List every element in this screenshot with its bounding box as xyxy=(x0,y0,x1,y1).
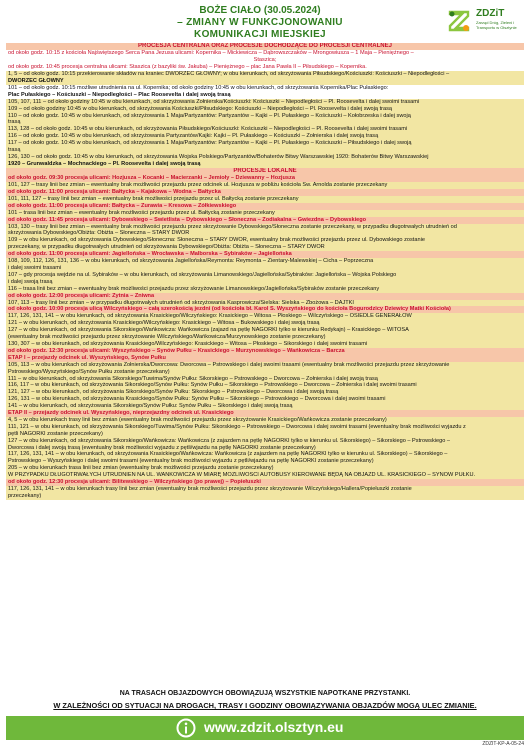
list-item: trasą xyxy=(6,147,524,154)
list-item: 111, 121 – w obu kierunkach, od skrzyżowania Sikorskiego/Tuwima/Synów Pułku: Sikorskiego – Pstrowskiego – Dworcowa i dalej swoimi trasami (ewentualny brak możliwości wyjazdu z xyxy=(6,424,524,431)
list-item: 205 – w obu kierunkach trasa linii bez zmian (ewentualny brak możliwości przejazdu zostanie przeczekany) xyxy=(6,465,524,472)
section-heading: ETAP II – przejazdy odcinek ul. Wyszyńskiego, nieprzejazdny odcinek ul. Krasickiego xyxy=(6,410,524,417)
list-item: Pstrowskiego – Wyszyńskiego i dalej swoimi trasami (ewentualny brak możliwości wyjazdu z pętli/wjazdu na pętlę NAGÓRKI zostanie przeczekany) xyxy=(6,458,524,465)
list-item: (ewentualny brak możliwości przejazdu przez skrzyżowanie Wilczyńskiego/Wańkowicza/Murzynowskiego zostanie przeczekany) xyxy=(6,334,524,341)
list-item: 111 – w obu kierunkach, od skrzyżowania Sikorskiego/Tuwima/Synów Pułku: Sikorskiego – Pstrowskiego – Dworcowa – Żołnierska i dalej swoją trasą xyxy=(6,376,524,383)
zdzit-logo xyxy=(446,6,524,40)
list-item: 126, 130 – od około godz. 10:45 w obu kierunkach, od skrzyżowania Wojska Polskiego/Partyzantów/Bohaterów Bitwy Warszawskiej 1920: Bohaterów Bitwy Warszawskiej xyxy=(6,154,524,161)
list-item: 1, 5 – od około godz. 10:15 przekierowanie składów na kraniec DWORZEC GŁÓWNY; w obu kierunkach, od skrzyżowania Piłsudskiego/Kościuszki: Kościuszki – Niepodległości – xyxy=(6,71,524,78)
list-item: 1920 – Grunwaldzka – Mochnackiego – Pl. Roosevelta i dalej swoją trasą xyxy=(6,161,524,168)
list-item: DWORZEC GŁÓWNY xyxy=(6,78,524,85)
list-item: 107, 113 – trasy linii bez zmian – w przypadku długotrwałych utrudnień od skrzyżowania Kasprowicza/Sielska: Sielska – Zbożowa – DAJTKI xyxy=(6,300,524,307)
list-item: 101, 111, 127 – trasy linii bez zmian – ewentualny brak możliwości przejazdu przez ul. Bałtycką zostanie przeczekany xyxy=(6,196,524,203)
section-heading: od około godz. 11:00 procesja ulicami: Bałtycka – Żurawia – Kresowa – Żółkiewskiego xyxy=(6,203,524,210)
list-item: 117, 126, 131, 141 – w obu kierunkach, od skrzyżowania Krasickiego/Wańkowicza: Wańkowicza (z zajazdem na pętlę NAGÓRKI tylko w kierunku ul. Sikorskiego) – Sikorskiego – xyxy=(6,451,524,458)
list-item: Dworcowa i dalej swoją trasą (ewentualny brak możliwości wyjazdu z pętli/wjazdu na pętlę NAGÓRKI zostanie przeczekany) xyxy=(6,445,524,452)
document-code: ZDZIT-KP-A-05-24 xyxy=(482,741,524,747)
title-line-1: BOŻE CIAŁO (30.05.2024) xyxy=(199,5,321,16)
website-link[interactable]: www.zdzit.olsztyn.eu xyxy=(204,719,344,735)
list-item: skrzyżowania Dybowskiego/Obiżta: Obiżta – Słoneczna – STARY DWÓR xyxy=(6,230,524,237)
list-item: 116, 117 – w obu kierunkach, od skrzyżowania Sikorskiego/Synów Pułku: Synów Pułku – Sikorskiego – Pstrowskiego – Dworcowa – Żołnierska i dalej swoimi trasami xyxy=(6,382,524,389)
list-item: 130, 307 – w obu kierunkach, od skrzyżowania Krasickiego/Wilczyńskiego: Krasickiego – Witosa – Płoskiego – Sikorskiego i dalej swoimi trasami xyxy=(6,341,524,348)
header xyxy=(0,0,530,40)
list-item: 107 – gdy procesja wejdzie na ul. Sybiraków – w obu kierunkach, od skrzyżowania Limanowskiego/Jagiellońska/Sybiraków: Jagiellońska – Wojska Polskiego xyxy=(6,272,524,279)
title-line-2: – ZMIANY W FUNKCJONOWANIU xyxy=(177,17,343,28)
list-item: 101 – trasa linii bez zmian – ewentualny brak możliwości przejazdu przez ul. Bałtycką zostanie przeczekany xyxy=(6,210,524,217)
section-heading: od około godz. 11:00 procesja ulicami: Bałtycka – Kajakowa – Wodna – Bałtycka xyxy=(6,189,524,196)
list-item: i dalej swoją trasą xyxy=(6,279,524,286)
list-item: 4, 5 – w obu kierunkach trasy linii bez zmian (ewentualny brak możliwości przejazdu przez skrzyżowanie Krasickiego/Wańkowicza zostanie przeczekany) xyxy=(6,417,524,424)
change-notice: W ZALEŻNOŚCI OD SYTUACJI NA DROGACH, TRASY I GODZINY OBOWIĄZYWANIA OBJAZDÓW MOGĄ ULEC ZMIANIE. xyxy=(53,701,477,710)
list-item: Plac Pułaskiego – Kościuszki – Niepodległości – Plac Roosevelta i dalej swoją trasą xyxy=(8,91,231,98)
list-item: 113, 128 – od około godz. 10:45 w obu kierunkach, od skrzyżowania Piłsudskiego/Kościuszki: Kościuszki – Niepodległości – Pl. Roosevelta i dalej swoimi trasami xyxy=(6,126,524,133)
list-item: 103, 130 – trasy linii bez zmian – ewentualny brak możliwości przejazdu przez skrzyżowanie Dybowskiego/Słoneczna zostanie przeczekany, w przypadku długotrwałych utrudnień od xyxy=(6,224,524,231)
section-heading: PROCESJA CENTRALNA ORAZ PROCESJE DOCHODZĄCE DO PROCESJI CENTRALNEJ xyxy=(6,43,524,50)
section-heading: od około godz. 10:00 procesja ulicą Wilczyńskiego – całą szerokością jezdni (od kościoła bł. Karol S. Wyszyńskiego do kościoła Bogurodzicy Dziewicy Matki Kościoła) xyxy=(6,306,524,313)
list-item: pętli NAGÓRKI zostanie przeczekany) xyxy=(6,431,524,438)
list-item: 127 – w obu kierunkach, od skrzyżowania Sikorskiego/Wańkowicza: Wańkowicza (z zajazdem na pętlę NAGÓRKI tylko w kierunku ul. Sikorskiego) – Sikorskiego – Pstrowskiego – xyxy=(6,438,524,445)
list-item: 121 – w obu kierunkach, od skrzyżowania Krasickiego/Wilczyńskiego: Krasickiego – Witosa – Bukowskiego i dalej swoją trasą xyxy=(6,320,524,327)
section-heading: od około godz. 12:30 procesja ulicami: Bilitewskiego – Wilczyńskiego (po prawej) – Popiełuszki xyxy=(6,479,524,486)
logo-name: ZDZiT xyxy=(476,8,505,19)
section-heading: od około godz. 12:00 procesja ulicami: Żytnia – Żniwna xyxy=(6,293,524,300)
list-item: 117 – od około godz. 10:45 w obu kierunkach, od skrzyżowania 1 Maja/Partyzantów: Partyzantów – Kajki – Pl. Pułaskiego – Kościuszki – Piłsudskiego i dalej swoją xyxy=(6,140,524,147)
list-item: 101, 127 – trasy linii bez zmian – ewentualny brak możliwości przejazdu przez odcinek ul. Hozjusza w pobliżu kościoła Św. Arnolda zostanie przeczekany xyxy=(6,182,524,189)
section-heading: od około godz. 11:00 procesja ulicami: Jagiellońska – Wrocławska – Malborska – Sybiraków – Jagiellońska xyxy=(6,251,524,258)
list-item: W PRZYPADKU DŁUGOTRWAŁYCH UTRUDNIEŃ NA UL. WAŃKOWICZA W MIARĘ MOŻLIWOŚCI AUTOBUSY KIEROWANE BĘDĄ NA OBJAZD UL. KRASICKIEGO – SYNÓW PUŁKU. xyxy=(6,472,524,479)
list-item: 105, 113 – w obu kierunkach od skrzyżowania Żołnierska/Dworcowa: Dworcowa – Pstrowskiego i dalej swoimi trasami (ewentualny brak możliwości przejazdu przez skrzyżowanie xyxy=(6,362,524,369)
section-heading: PROCESJE LOKALNE xyxy=(6,168,524,175)
list-item: 121, 127 – w obu kierunkach, od skrzyżowania Sikorskiego/Synów Pułku: Sikorskiego – Pstrowskiego – Dworcowa i dalej swoją trasą xyxy=(6,389,524,396)
changes-list xyxy=(6,43,524,500)
list-item: 117, 126, 131, 141 – w obu kierunkach, od skrzyżowania Krasickiego/Wilczyńskiego: Krasickiego – Witosa – Płoskiego – Wilczyńskiego – OSIEDLE GENERAŁÓW xyxy=(6,313,524,320)
zdzit-logo-icon xyxy=(446,8,472,34)
list-item: 117, 126, 131, 141 – w obu kierunkach trasy linii bez zmian (ewentualny brak możliwości przejazdu przez skrzyżowanie Wilczyńskiego/Hallera/Popiełuszki zostanie xyxy=(6,486,524,493)
info-icon xyxy=(176,718,196,738)
list-item: trasą xyxy=(6,119,524,126)
section-heading: od około godz. 11:45 procesja ulicami: Dybowskiego – Świetlista – Dybowskiego – Słoneczna – Zodiakalna – Gwiezdna – Dybowskiego xyxy=(6,217,524,224)
list-item: Pstrowskiego/Wyszyńskiego/Synów Pułku zostanie przeczekany) xyxy=(6,369,524,376)
list-item: przeczekany, w przypadku długotrwałych utrudnień od skrzyżowania Dybowskiego/Obiżta: Obiżta – Słoneczna – STARY DWÓR xyxy=(6,244,524,251)
section-heading: od około godz. 12:30 procesja ulicami: Wyszyńskiego – Synów Pułku – Krasickiego – Murzynowskiego – Wańkowicza – Barcza xyxy=(6,348,524,355)
footer-bar xyxy=(6,716,524,740)
page-title xyxy=(120,5,400,41)
list-item: 108, 109, 112, 126, 131, 136 – w obu kierunkach, od skrzyżowania Jagiellońska/Reymonta: Reymonta – Zientary-Malewskiej – Cicha – Poprzeczna xyxy=(6,258,524,265)
list-item: 105, 107, 111 – od około godziny 10:45 w obu kierunkach, od skrzyżowania Żołnierska/Kościuszki: Kościuszki – Niepodległości – Pl. Roosevelta i dalej swoimi trasami xyxy=(6,99,524,106)
section-heading: od około godz. 09:30 procesja ulicami: Hozjusza – Kocanki – Macierzanki – Jemioły – Dziewanny – Hozjusza xyxy=(6,175,524,182)
list-item: i dalej swoimi trasami xyxy=(6,265,524,272)
list-item: 116 – trasa linii bez zmian – ewentualny brak możliwości przejazdu przez skrzyżowanie Limanowskiego/Jagiellońska/Sybiraków zostanie przeczekany xyxy=(6,286,524,293)
list-item: 109 – od około godziny 10:45 w obu kierunkach, od skrzyżowania Kościuszki/Piłsudskiego: Kościuszki – Niepodległości – Pl. Roosevelta i dalej swoją trasą xyxy=(6,106,524,113)
list-item: 110 – od około godz. 10:45 w obu kierunkach, od skrzyżowania 1 Maja/Partyzantów: Partyzantów – Kajki – Pl. Pułaskiego – Kościuszki – Kołobrzeska i dalej swoją xyxy=(6,113,524,120)
list-item: 109 – w obu kierunkach, od skrzyżowania Dybowskiego/Słoneczna: Słoneczna – STARY DWÓR, ewentualny brak możliwości przejazdu przez ul. Dybowskiego zostanie xyxy=(6,237,524,244)
list-item: 126, 131 – w obu kierunkach, od skrzyżowania Krasickiego/Synów Pułku: Synów Pułku – Sikorskiego – Pstrowskiego – Dworcowa i dalej swoimi trasami xyxy=(6,396,524,403)
list-item: 101 – od około godz. 10:15 możliwe utrudnienia na ul. Kopernika; od około godziny 10:45 w obu kierunkach, od skrzyżowania Kopernika/Plac Pułaskiego: xyxy=(8,84,389,91)
logo-subtitle: Zarząd Dróg, Zieleni i Transportu w Olsztynie xyxy=(476,20,517,30)
list-item: 127 – w obu kierunkach, od skrzyżowania Sikorskiego/Wańkowicza: Wańkowicza (zajazd na pętlę NAGÓRKI tylko w kierunku Redykajn) – Krasickiego – WITOSA xyxy=(6,327,524,334)
list-item: 141 – w obu kierunkach, od skrzyżowania Sikorskiego/Synów Pułku: Synów Pułku – Sikorskiego i dalej swoją trasą xyxy=(6,403,524,410)
list-item: od około godz. 10:15 z kościoła Najświętszego Serca Pana Jezusa ulicami: Kopernika – Mickiewicza – Dąbrowszczaków – Mrongowiusza – 1 Maja – Pieniężnego – xyxy=(8,50,414,57)
title-line-3: KOMUNIKACJI MIEJSKIEJ xyxy=(194,29,326,40)
list-item: przeczekany) xyxy=(6,493,524,500)
list-item: Staszica; xyxy=(253,57,277,64)
list-item: 116 – od około godz. 10:45 w obu kierunkach, od skrzyżowania Partyzantów/Kajki: Kajki – Pl. Pułaskiego – Kościuszki – Żołnierska i dalej swoją trasą xyxy=(6,133,524,140)
stops-notice: NA TRASACH OBJAZDOWYCH OBOWIĄZUJĄ WSZYSTKIE NAPOTKANE PRZYSTANKI. xyxy=(119,690,411,697)
list-item: od około godz. 10:45 procesja centralna ulicami: Staszica (z bazyliki św. Jakuba) – Pieniężnego – plac Jana Pawła II – Piłsudskiego – Kopernika. xyxy=(8,64,367,71)
section-heading: ETAP I – przejazdy odcinek ul. Wyszyńskiego, Synów Pułku xyxy=(6,355,524,362)
